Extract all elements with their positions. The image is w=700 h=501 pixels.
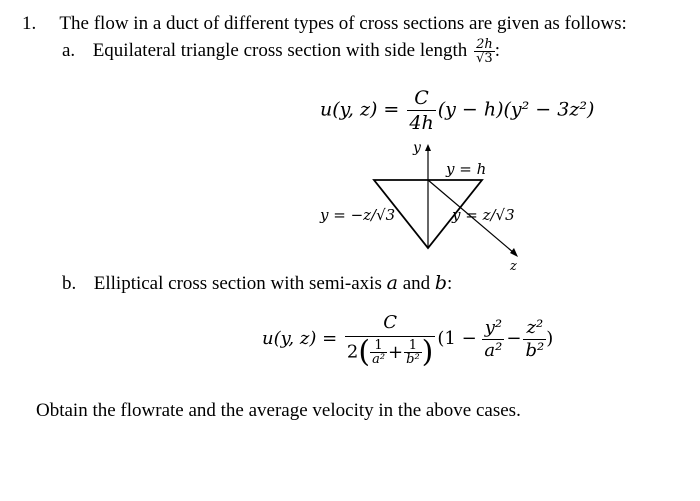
denominator-fraction-1-den: a² bbox=[372, 352, 386, 367]
equation-b-denominator: 2( $\frac{1}{\text{a²}}$ + $\frac{1}{\text{b²}}$ ) bbox=[346, 334, 434, 370]
rhs-close: ) bbox=[546, 328, 554, 349]
denominator-fraction-2-num: 1 bbox=[408, 338, 418, 353]
rhs-minus: − bbox=[506, 328, 522, 349]
top-edge-label: y = h bbox=[446, 160, 487, 178]
equation-a-fraction-den: 4h bbox=[409, 112, 434, 134]
side-length-denominator: √3 bbox=[474, 51, 495, 65]
left-edge-label: y = −z/√3 bbox=[320, 206, 396, 224]
rhs-fraction-2 bbox=[523, 317, 546, 362]
equation-b-numerator: C bbox=[383, 312, 398, 333]
equation-b-lhs: u(y, z) = bbox=[262, 328, 338, 349]
part-b-and: and bbox=[402, 273, 431, 294]
equation-b-main-fraction bbox=[345, 312, 436, 370]
y-axis-arrow bbox=[425, 144, 431, 151]
side-length-fraction bbox=[474, 38, 495, 65]
triangle-diagram bbox=[300, 138, 560, 278]
part-b-text: Elliptical cross section with semi-axis bbox=[93, 273, 382, 294]
part-b-colon: : bbox=[447, 273, 453, 294]
part-a-line bbox=[62, 38, 500, 65]
problem-number: 1. bbox=[22, 13, 37, 34]
part-b-label: b. bbox=[62, 273, 77, 294]
denominator-fraction-1 bbox=[370, 339, 387, 366]
rhs-fraction-1-num: y² bbox=[484, 316, 503, 338]
equation-a-fraction-num: C bbox=[414, 87, 429, 109]
denominator-fraction-1-num: 1 bbox=[374, 338, 383, 353]
denominator-plus: + bbox=[388, 341, 404, 363]
y-axis-label: y bbox=[413, 140, 421, 156]
rhs-fraction-1-den: a² bbox=[484, 339, 503, 361]
denominator-fraction-2-den: b² bbox=[406, 352, 420, 367]
part-b-line bbox=[62, 272, 452, 295]
closing-instruction: Obtain the flowrate and the average velocity in the above cases. bbox=[36, 400, 521, 421]
right-edge-label: y = z/√3 bbox=[452, 206, 515, 224]
rhs-open: (1 − bbox=[437, 328, 477, 349]
z-axis-label: z bbox=[510, 259, 517, 274]
equation-b bbox=[262, 312, 554, 370]
semi-axis-a: a bbox=[386, 272, 398, 294]
rhs-fraction-2-num: z² bbox=[526, 316, 544, 338]
equation-a-rhs: (y − h)(y² − 3z²) bbox=[437, 98, 595, 121]
z-axis-arrow bbox=[510, 248, 518, 257]
denominator-fraction-2 bbox=[404, 339, 422, 366]
side-length-numerator: 2h bbox=[476, 37, 493, 52]
side-length-punct: : bbox=[494, 39, 500, 61]
rhs-fraction-2-den: b² bbox=[525, 339, 545, 361]
equation-a bbox=[320, 86, 594, 135]
denominator-coefficient: 2 bbox=[346, 341, 359, 363]
problem-heading bbox=[22, 13, 627, 35]
rhs-fraction-1 bbox=[482, 317, 504, 362]
part-a-text: Equilateral triangle cross section with side length bbox=[92, 39, 468, 61]
semi-axis-b: b bbox=[434, 272, 448, 294]
part-a-label: a. bbox=[62, 39, 76, 61]
equation-a-fraction bbox=[407, 86, 435, 135]
problem-intro: The flow in a duct of different types of cross sections are given as follows: bbox=[59, 13, 627, 34]
equation-a-lhs: u(y, z) = bbox=[320, 98, 400, 121]
